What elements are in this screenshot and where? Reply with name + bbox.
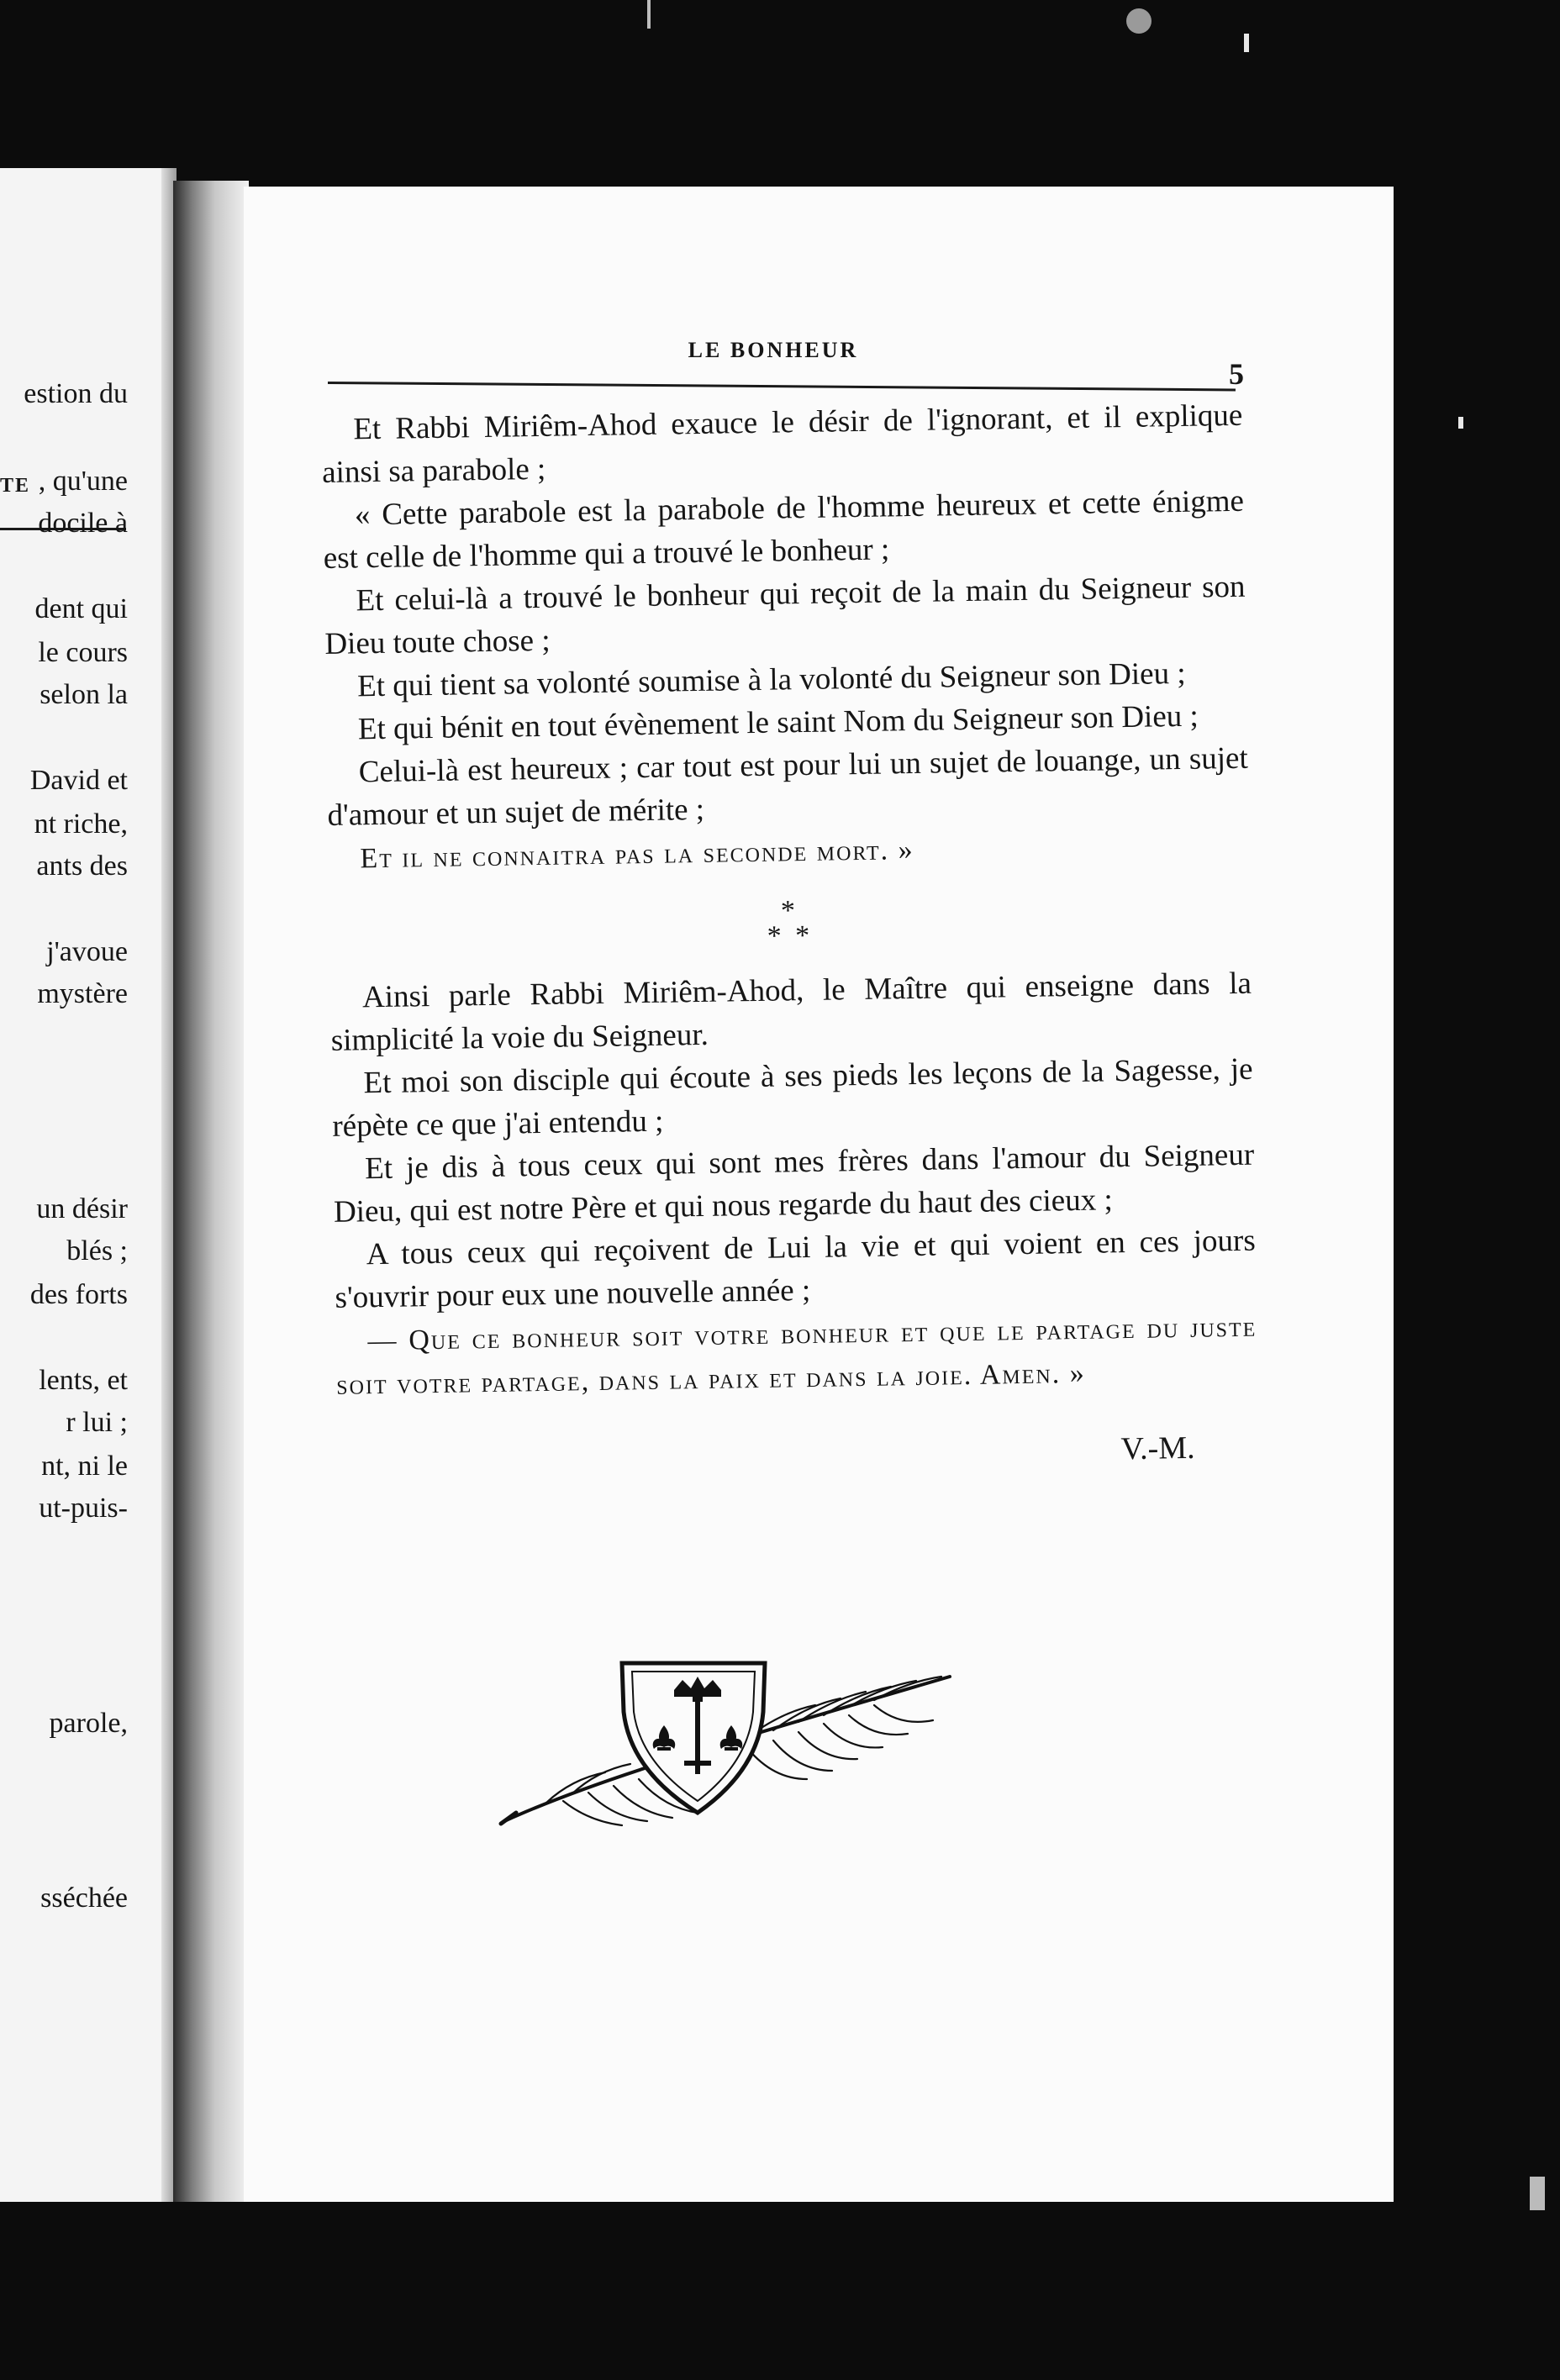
closing-line-small-caps: — Que ce bonheur soit votre bonheur et que le partage du juste soit votre partage, dans la paix et dans la joie. Amen. » (335, 1311, 1257, 1401)
left-page-line-fragment: des forts (29, 1279, 128, 1310)
left-page-line-fragment: nt, ni le (41, 1451, 128, 1482)
asterism-bottom-stars: * * (767, 919, 814, 952)
left-page-line-fragment: parole, (49, 1708, 128, 1739)
running-head: LE BONHEUR (688, 338, 859, 362)
left-page-line-fragment: docile à (38, 508, 128, 539)
coat-of-arms-with-palm-branch-icon (496, 1653, 967, 1855)
left-page-header-fragment: TE (0, 475, 31, 497)
right-page (244, 187, 1394, 2202)
paragraph: Et moi son disciple qui écoute à ses pieds les leçons de la Sagesse, je répète ce que j'ai entendu ; (332, 1051, 1253, 1144)
left-page-line-fragment: dent qui (34, 593, 128, 624)
paragraph: Et qui bénit en tout évènement le saint Nom du Seigneur son Dieu ; (357, 698, 1199, 747)
left-page-line-fragment: nt riche, (34, 808, 128, 840)
film-speck (1126, 8, 1152, 34)
left-page-line-fragment: ants des (36, 850, 128, 882)
film-speck (1244, 34, 1249, 52)
left-page-line-fragment: David et (29, 765, 128, 796)
left-page-line-fragment: lents, et (39, 1365, 128, 1396)
paragraph: Et celui-là a trouvé le bonheur qui reçoit de la main du Seigneur son Dieu toute chose ; (324, 569, 1246, 661)
asterism-divider (329, 892, 1251, 956)
film-speck (1458, 417, 1463, 429)
body-text (321, 394, 1259, 1483)
left-page-line-fragment: un désir (36, 1193, 128, 1224)
left-page-line-fragment: mystère (37, 978, 128, 1009)
left-page-line-fragment: , qu'une (38, 466, 128, 497)
paragraph: Et je dis à tous ceux qui sont mes frères dans l'amour du Seigneur Dieu, qui est notre Père et qui nous regarde du haut des cieux ; (333, 1137, 1255, 1229)
left-page-line-fragment: blés ; (66, 1235, 128, 1266)
film-speck (647, 0, 651, 29)
asterism-top-star: * (780, 895, 799, 927)
left-page-line-fragment: sséchée (40, 1882, 128, 1914)
closing-line-small-caps: Et il ne connaitra pas la seconde mort. » (360, 834, 914, 875)
page-number: 5 (1229, 357, 1244, 391)
left-facing-page (0, 168, 177, 2202)
left-page-line-fragment: r lui ; (66, 1407, 128, 1438)
paragraph: A tous ceux qui reçoivent de Lui la vie et qui voient en ces jours s'ouvrir pour eux une nouvelle année ; (335, 1223, 1257, 1315)
paragraph: Et qui tient sa volonté soumise à la volonté du Seigneur son Dieu ; (356, 656, 1186, 704)
left-page-line-fragment: ut-puis- (39, 1493, 128, 1524)
left-page-line-fragment: selon la (40, 679, 128, 710)
left-page-line-fragment: j'avoue (46, 936, 128, 967)
paragraph: Et Rabbi Miriêm-Ahod exauce le désir de l'ignorant, et il explique ainsi sa parabole ; (321, 398, 1243, 490)
paragraph: Ainsi parle Rabbi Miriêm-Ahod, le Maître qui enseigne dans la simplicité la voie du Seigneur. (330, 966, 1252, 1058)
book-spine-shadow (173, 181, 249, 2202)
left-page-line-fragment: le cours (38, 637, 128, 668)
left-page-line-fragment: estion du (24, 378, 128, 409)
film-speck (1530, 2177, 1545, 2210)
signature: V.-M. (1120, 1430, 1195, 1467)
paragraph: « Cette parabole est la parabole de l'homme heureux et cette énigme est celle de l'homme qui a trouvé le bonheur ; (323, 483, 1245, 576)
paragraph: Celui-là est heureux ; car tout est pour lui un sujet de louange, un sujet d'amour et un sujet de mérite ; (327, 740, 1248, 833)
header-rule (328, 382, 1236, 391)
